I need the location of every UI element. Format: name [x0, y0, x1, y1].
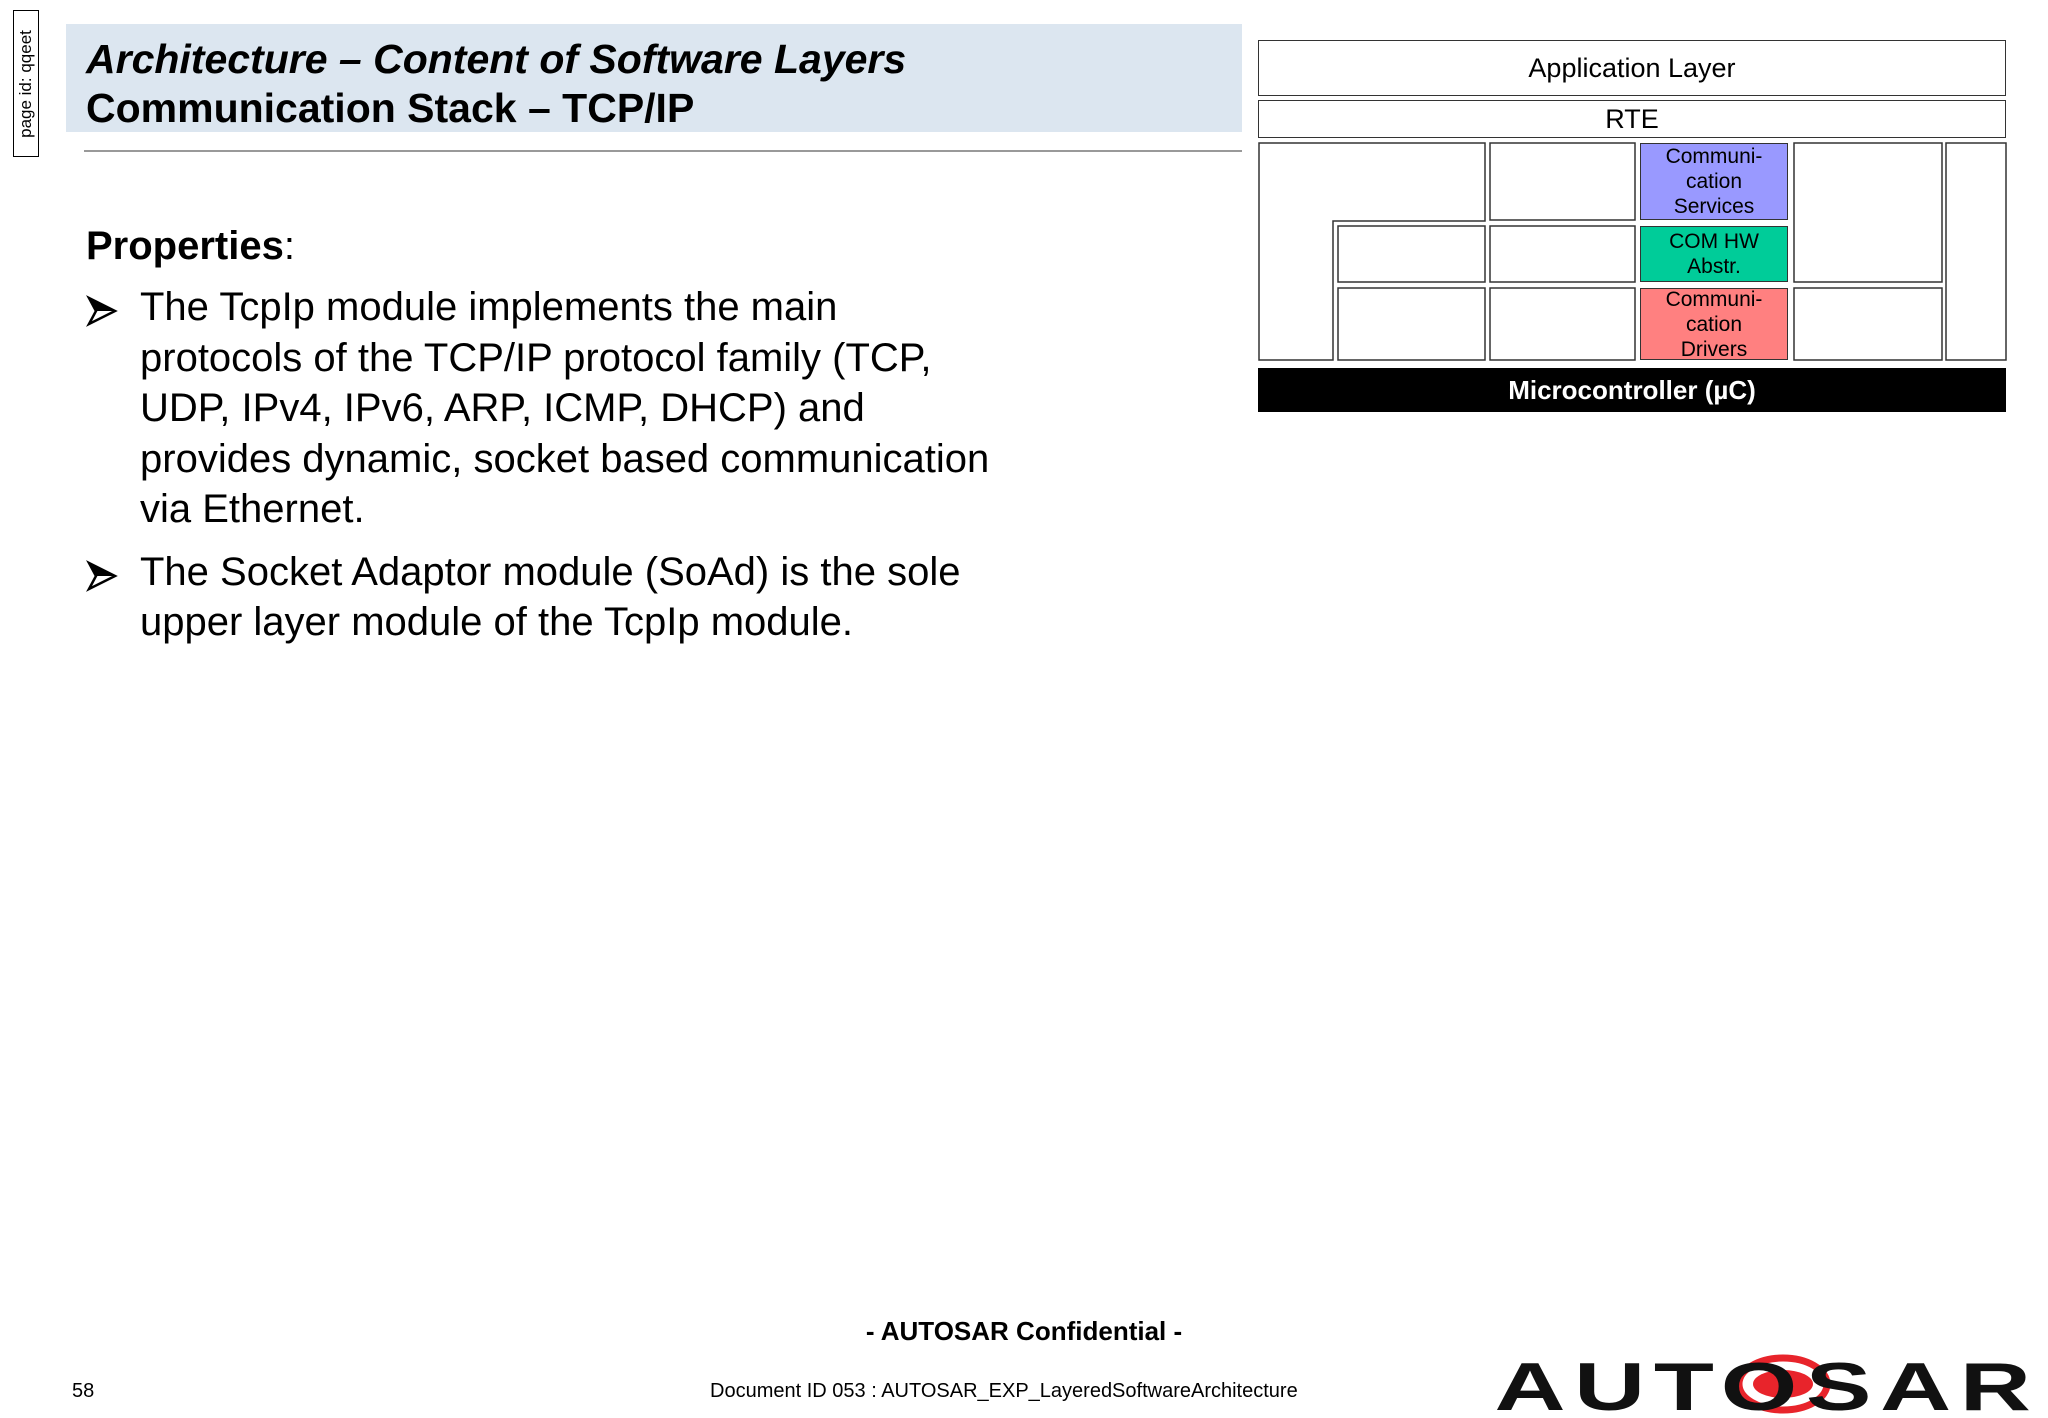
layer-grid: [1258, 142, 2008, 364]
autosar-logo: [1490, 1348, 2045, 1418]
memory-drivers-block: [1490, 288, 1635, 360]
page-id-text: page id: qqeet: [16, 29, 36, 138]
properties-colon: :: [283, 224, 295, 268]
bullet-list: [86, 282, 1006, 660]
application-layer-box: Application Layer: [1258, 40, 2006, 96]
layered-architecture-diagram: [1258, 38, 2008, 412]
bullet-text-tcpip: The TcpIp module implements the main protocols of the TCP/IP protocol family (TCP, UDP, IPv4, IPv6, ARP, ICMP, DHCP) and provides dynamic, socket based communication via Ethernet.: [140, 285, 990, 531]
page-subtitle: Communication Stack – TCP/IP: [86, 85, 695, 131]
communication-drivers-box: [1640, 288, 1788, 360]
title-box: [66, 24, 1242, 132]
arrow-bullet-icon: [86, 560, 118, 592]
page-title: Architecture – Content of Software Layers: [86, 36, 907, 82]
bullet-item: [86, 547, 1006, 648]
com-hw-abstr-label: COM HW Abstr.: [1669, 230, 1759, 278]
communication-services-label: Communi- cation Services: [1665, 145, 1763, 218]
arrow-bullet-icon: [86, 295, 118, 327]
bullet-item: [86, 282, 1006, 535]
document-id: Document ID 053 : AUTOSAR_EXP_LayeredSoftwareArchitecture: [710, 1380, 1298, 1402]
communication-drivers-label: Communi- cation Drivers: [1665, 287, 1763, 361]
memory-services-block: [1490, 143, 1635, 220]
properties-label: Properties: [86, 224, 284, 268]
complex-drivers-block: [1946, 143, 2006, 360]
microcontroller-drivers-block: [1338, 288, 1485, 360]
page-number: 58: [72, 1380, 95, 1402]
onboard-device-abstraction-block: [1338, 226, 1485, 282]
autosar-logo-text: AUTOSAR: [1494, 1349, 2040, 1418]
microcontroller-bar: Microcontroller (µC): [1258, 368, 2006, 412]
communication-services-box: [1640, 143, 1788, 220]
rte-box: RTE: [1258, 100, 2006, 138]
io-hw-abstraction-block: [1794, 143, 1942, 282]
bullet-text-soad: The Socket Adaptor module (SoAd) is the sole upper layer module of the TcpIp module.: [140, 549, 961, 644]
memory-hw-abstraction-block: [1490, 226, 1635, 282]
page-id-label: [13, 10, 39, 157]
confidential-notice: - AUTOSAR Confidential -: [865, 1316, 1183, 1346]
com-hw-abstr-box: [1640, 226, 1788, 282]
io-drivers-block: [1794, 288, 1942, 360]
properties-heading: [86, 222, 295, 270]
title-divider: [84, 150, 1242, 152]
